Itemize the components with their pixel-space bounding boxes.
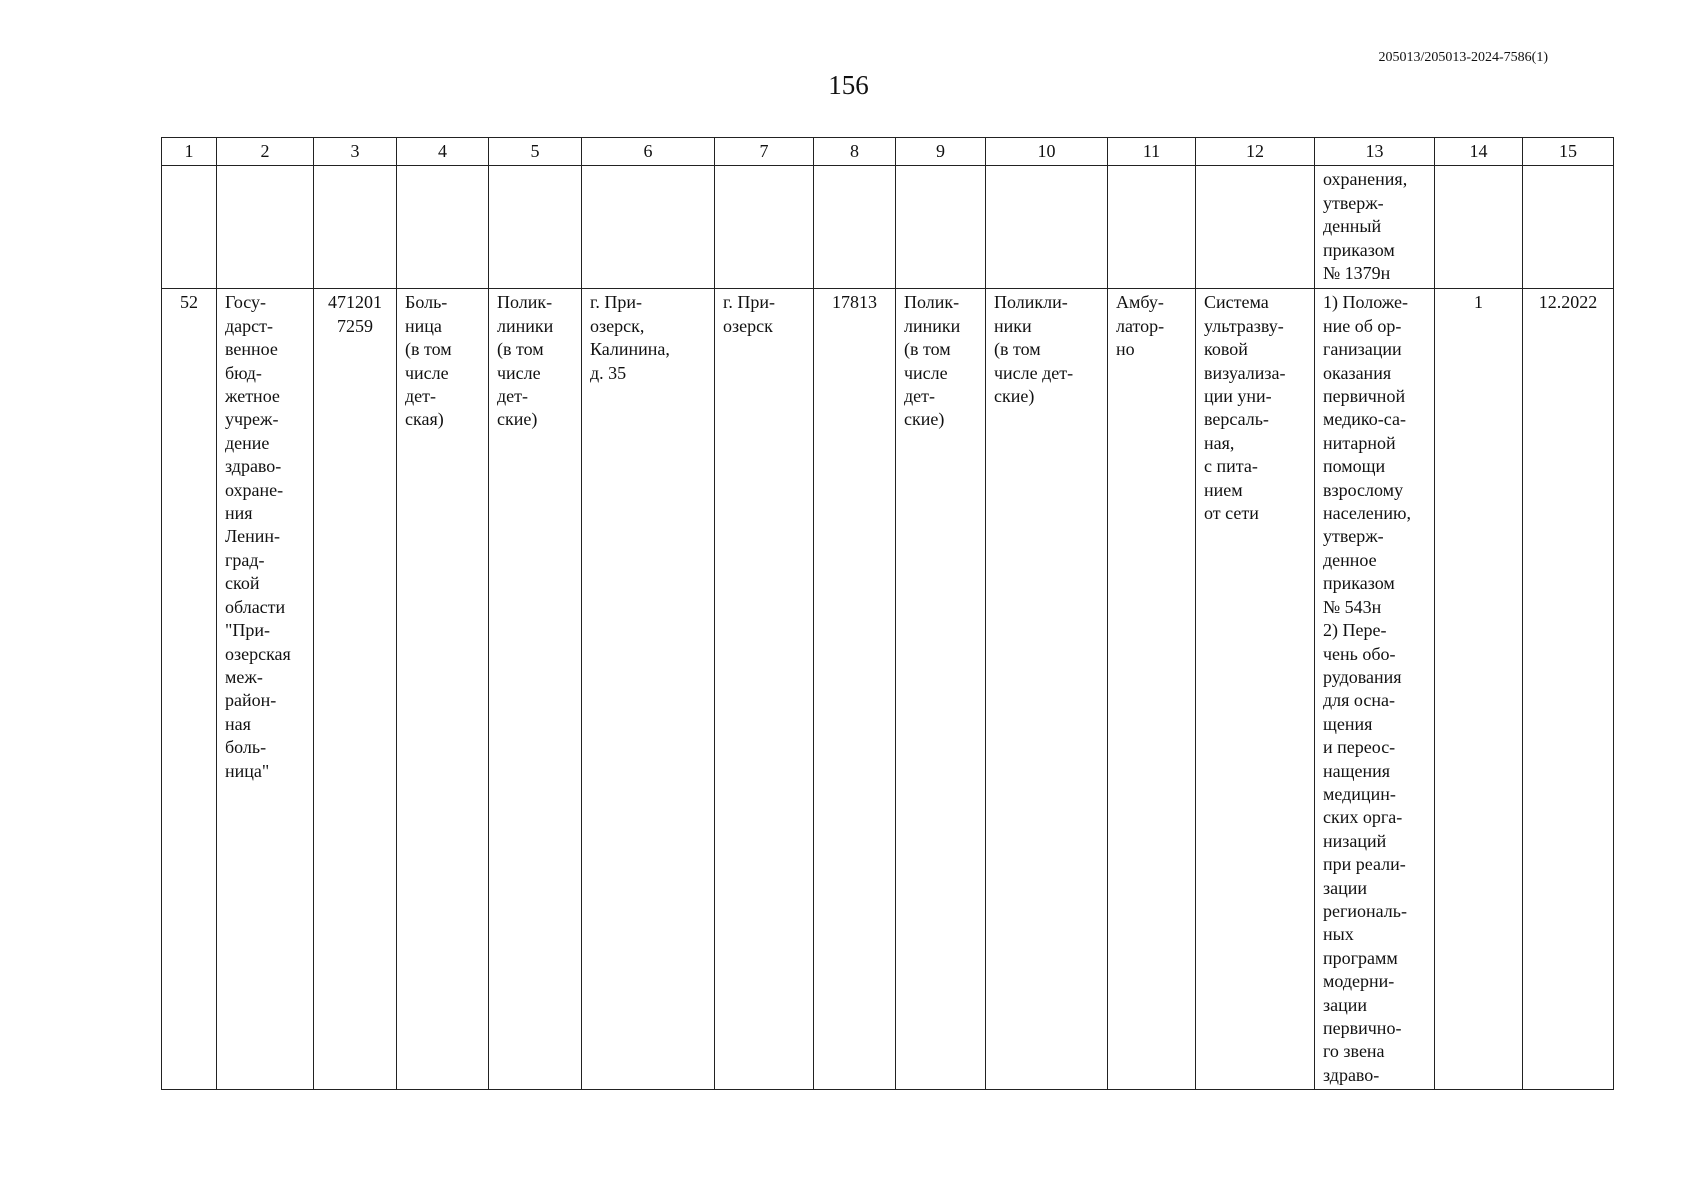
column-number: 8 [814,138,896,166]
subdivision-type-cell: Полик- линики (в том числе дет- ские) [489,289,582,1090]
column-number: 12 [1196,138,1315,166]
document-id: 205013/205013-2024-7586(1) [1378,50,1548,65]
equipment-name-cell: Система ультразву- ковой визуализа- ции уни- версаль- ная, с пита- нием от сети [1196,289,1315,1090]
column-number: 3 [314,138,397,166]
table-cell [582,166,715,289]
table-cell [162,166,217,289]
regulation-cell: 1) Положе- ние об ор- ганизации оказания первичной медико-са- нитарной помощи взрослому населению, утверж- денное приказом № 543н 2) Пере- чень обо- рудования для осна- щения и переос- нащения медицин- ских орга- низаций при реали- зации региональ- ных программ модерни- зации первично- го звена здраво- [1315,289,1435,1090]
column-number: 5 [489,138,582,166]
column-number: 11 [1108,138,1196,166]
locality-cell: г. При- озерск [715,289,814,1090]
row-number-cell: 52 [162,289,217,1090]
column-number: 1 [162,138,217,166]
table-row [162,289,1614,1090]
date-cell: 12.2022 [1523,289,1614,1090]
column-number: 10 [986,138,1108,166]
organization-type-cell: Боль- ница (в том числе дет- ская) [397,289,489,1090]
table-cell [814,166,896,289]
organization-name-cell: Госу- дарст- венное бюд- жетное учреж- дение здраво- охране- ния Ленин- град- ской области "При- озерская меж- район- ная боль- ница" [217,289,314,1090]
column-number: 6 [582,138,715,166]
page-number: 156 [828,70,869,100]
table-cell [217,166,314,289]
table-cell [986,166,1108,289]
address-cell: г. При- озерск, Калинина, д. 35 [582,289,715,1090]
column-number: 15 [1523,138,1614,166]
table-cell [1196,166,1315,289]
table-cell [1523,166,1614,289]
table-cell [896,166,986,289]
column-number: 2 [217,138,314,166]
column-number-row [162,138,1614,166]
continuation-row [162,166,1614,289]
table-cell [715,166,814,289]
table-cell [489,166,582,289]
column-number: 7 [715,138,814,166]
registry-table [161,137,1614,1090]
table-cell [1435,166,1523,289]
table-cell [1108,166,1196,289]
quantity-cell: 1 [1435,289,1523,1090]
inn-cell: 471201 7259 [314,289,397,1090]
column-number: 9 [896,138,986,166]
regulation-continuation-cell: охранения, утверж- денный приказом № 1379н [1315,166,1435,289]
table-cell [314,166,397,289]
population-cell: 17813 [814,289,896,1090]
department-cell: Поликли- ники (в том числе дет- ские) [986,289,1108,1090]
column-number: 4 [397,138,489,166]
table-cell [397,166,489,289]
unit-type-cell: Полик- линики (в том числе дет- ские) [896,289,986,1090]
column-number: 14 [1435,138,1523,166]
column-number: 13 [1315,138,1435,166]
care-conditions-cell: Амбу- латор- но [1108,289,1196,1090]
